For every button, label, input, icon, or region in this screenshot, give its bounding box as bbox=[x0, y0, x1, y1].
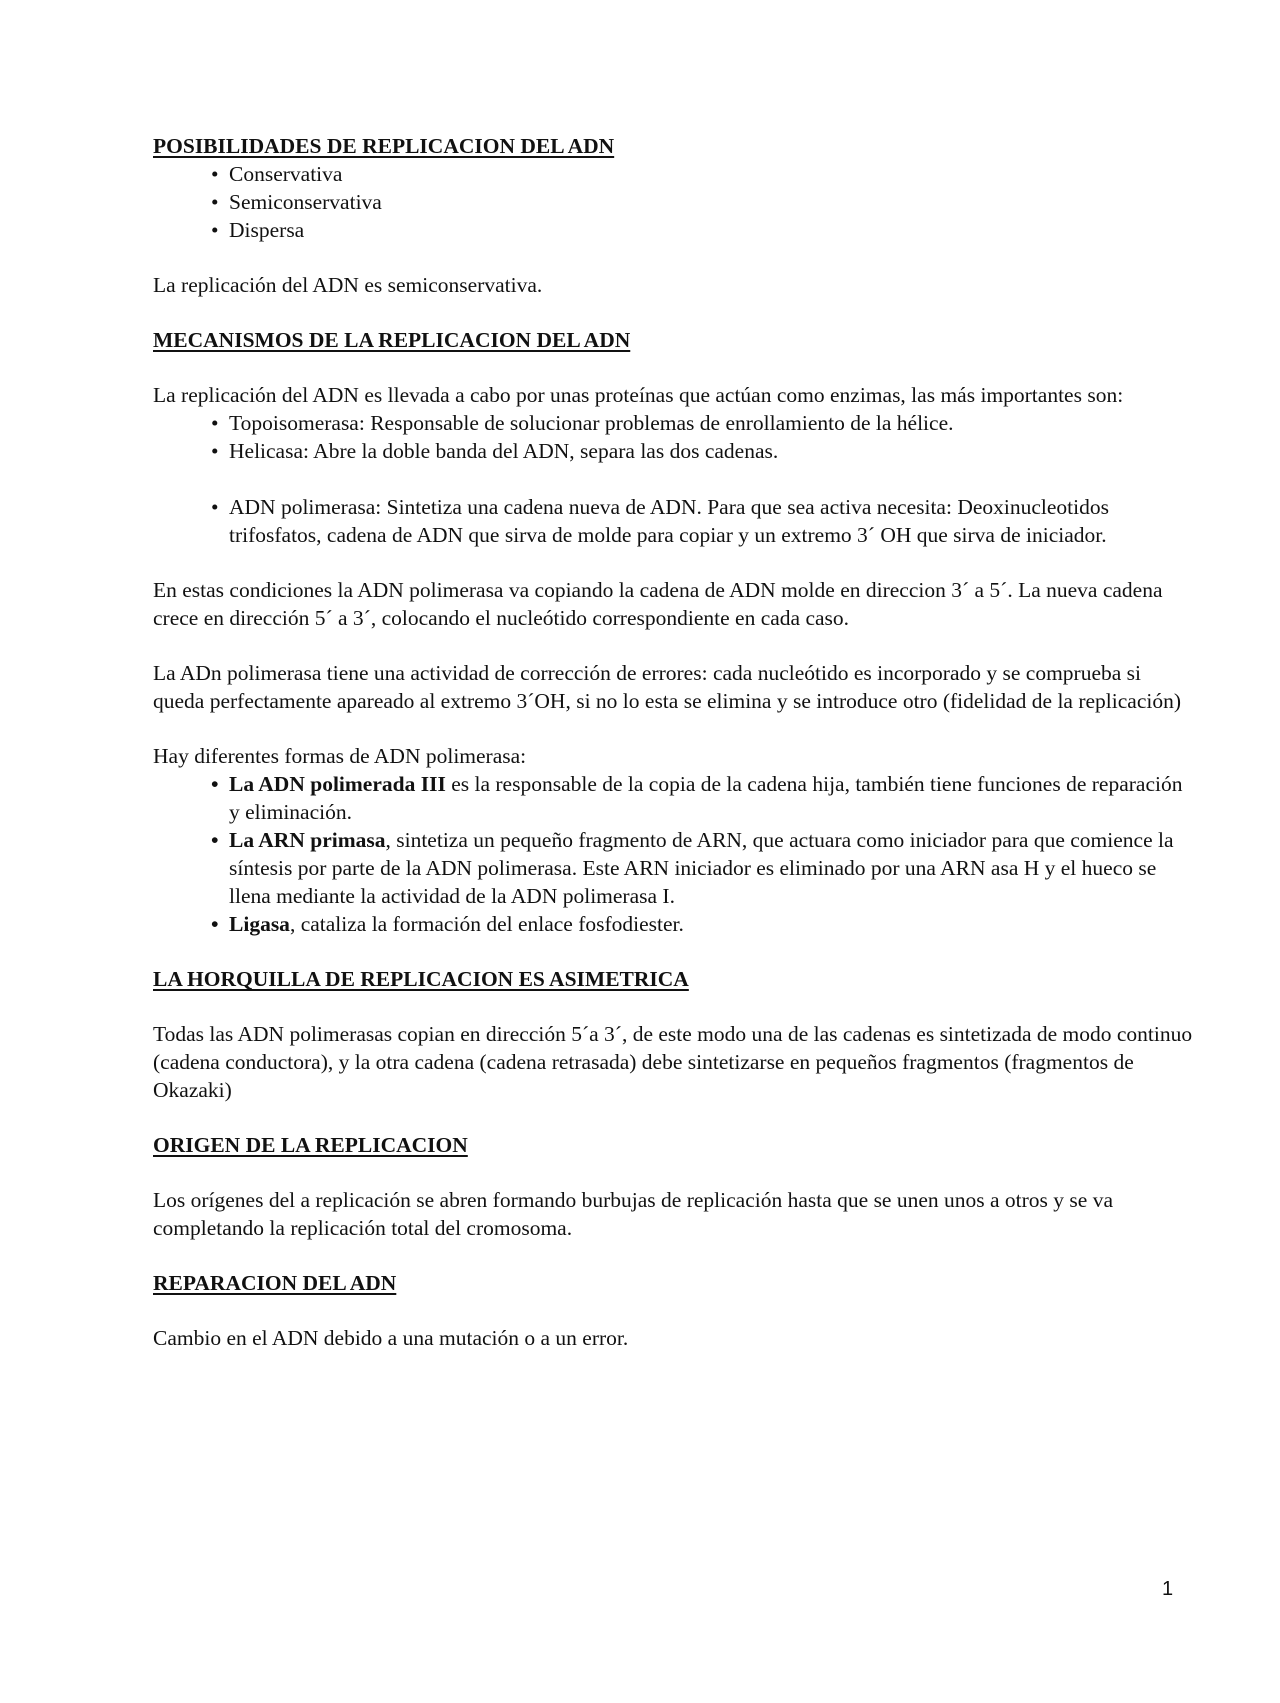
paragraph: La replicación del ADN es llevada a cabo por unas proteínas que actúan como enzimas, las más importantes son: bbox=[153, 383, 1124, 407]
list-item-text: Conservativa bbox=[229, 162, 343, 186]
list-item bbox=[211, 826, 1193, 910]
list-item-text: , sintetiza un pequeño fragmento de ARN, que actuara como iniciador para que comience la síntesis por parte de la ADN polimerasa. Este ARN iniciador es eliminado por una ARN asa H y el hueco se llena mediante la actividad de la ADN polimerasa I. bbox=[229, 828, 1174, 908]
bullet-icon: • bbox=[211, 411, 219, 435]
heading-reparacion: REPARACION DEL ADN bbox=[153, 1271, 397, 1295]
bullet-icon: • bbox=[211, 162, 219, 186]
heading-origen: ORIGEN DE LA REPLICACION bbox=[153, 1133, 468, 1157]
list-item bbox=[211, 437, 1193, 465]
list-item-text: , cataliza la formación del enlace fosfodiester. bbox=[289, 912, 684, 936]
heading-mecanismos: MECANISMOS DE LA REPLICACION DEL ADN bbox=[153, 328, 631, 352]
list-item-text: ADN polimerasa: Sintetiza una cadena nueva de ADN. Para que sea activa necesita: Deoxinucleotidos trifosfatos, cadena de ADN que sirva de molde para copiar y un extremo 3´ OH que sirva de iniciador. bbox=[229, 495, 1109, 547]
paragraph: Cambio en el ADN debido a una mutación o a un error. bbox=[153, 1326, 629, 1350]
paragraph: Todas las ADN polimerasas copian en dirección 5´a 3´, de este modo una de las cadenas es sintetizada de modo continuo (cadena conductora), y la otra cadena (cadena retrasada) debe sintetizarse en pequeños fragmentos (fragmentos de Okazaki) bbox=[153, 1022, 1193, 1102]
bullet-icon: • bbox=[211, 439, 219, 463]
list-item-text: Topoisomerasa: Responsable de solucionar problemas de enrollamiento de la hélice. bbox=[229, 411, 954, 435]
heading-posibilidades: POSIBILIDADES DE REPLICACION DEL ADN bbox=[153, 134, 615, 158]
bullet-icon: • bbox=[211, 772, 219, 796]
list-item-text: Dispersa bbox=[229, 218, 305, 242]
polymerase-forms-list bbox=[153, 770, 1193, 938]
list-item-term: Ligasa bbox=[229, 912, 290, 936]
enzymes-list bbox=[153, 409, 1193, 549]
replication-types-list bbox=[153, 160, 1193, 244]
page-content bbox=[153, 132, 1193, 1352]
list-item bbox=[211, 409, 1193, 437]
paragraph: Los orígenes del a replicación se abren formando burbujas de replicación hasta que se unen unos a otros y se va completando la replicación total del cromosoma. bbox=[153, 1188, 1114, 1240]
bullet-icon: • bbox=[211, 912, 219, 936]
list-item bbox=[211, 160, 1193, 188]
list-item-text: Semiconservativa bbox=[229, 190, 382, 214]
bullet-icon: • bbox=[211, 190, 219, 214]
list-item bbox=[211, 216, 1193, 244]
paragraph: En estas condiciones la ADN polimerasa va copiando la cadena de ADN molde en direccion 3´ a 5´. La nueva cadena crece en dirección 5´ a 3´, colocando el nucleótido correspondiente en cada caso. bbox=[153, 578, 1163, 630]
list-item bbox=[211, 493, 1193, 549]
list-item bbox=[211, 770, 1193, 826]
page-number: 1 bbox=[1162, 1578, 1174, 1600]
list-item-term: La ARN primasa bbox=[229, 828, 386, 852]
heading-horquilla: LA HORQUILLA DE REPLICACION ES ASIMETRICA bbox=[153, 967, 689, 991]
list-item-text: es la responsable de la copia de la cadena hija, también tiene funciones de reparación y eliminación. bbox=[229, 772, 1183, 824]
list-item-term: La ADN polimerada III bbox=[229, 772, 446, 796]
list-item-text: Helicasa: Abre la doble banda del ADN, separa las dos cadenas. bbox=[229, 439, 779, 463]
paragraph: Hay diferentes formas de ADN polimerasa: bbox=[153, 744, 527, 768]
list-item bbox=[211, 188, 1193, 216]
bullet-icon: • bbox=[211, 218, 219, 242]
bullet-icon: • bbox=[211, 495, 219, 519]
paragraph: La replicación del ADN es semiconservativa. bbox=[153, 273, 543, 297]
bullet-icon: • bbox=[211, 828, 219, 852]
list-item bbox=[211, 910, 1193, 938]
paragraph: La ADn polimerasa tiene una actividad de corrección de errores: cada nucleótido es incorporado y se comprueba si queda perfectamente apareado al extremo 3´OH, si no lo esta se elimina y se introduce otro (fidelidad de la replicación) bbox=[153, 661, 1181, 713]
